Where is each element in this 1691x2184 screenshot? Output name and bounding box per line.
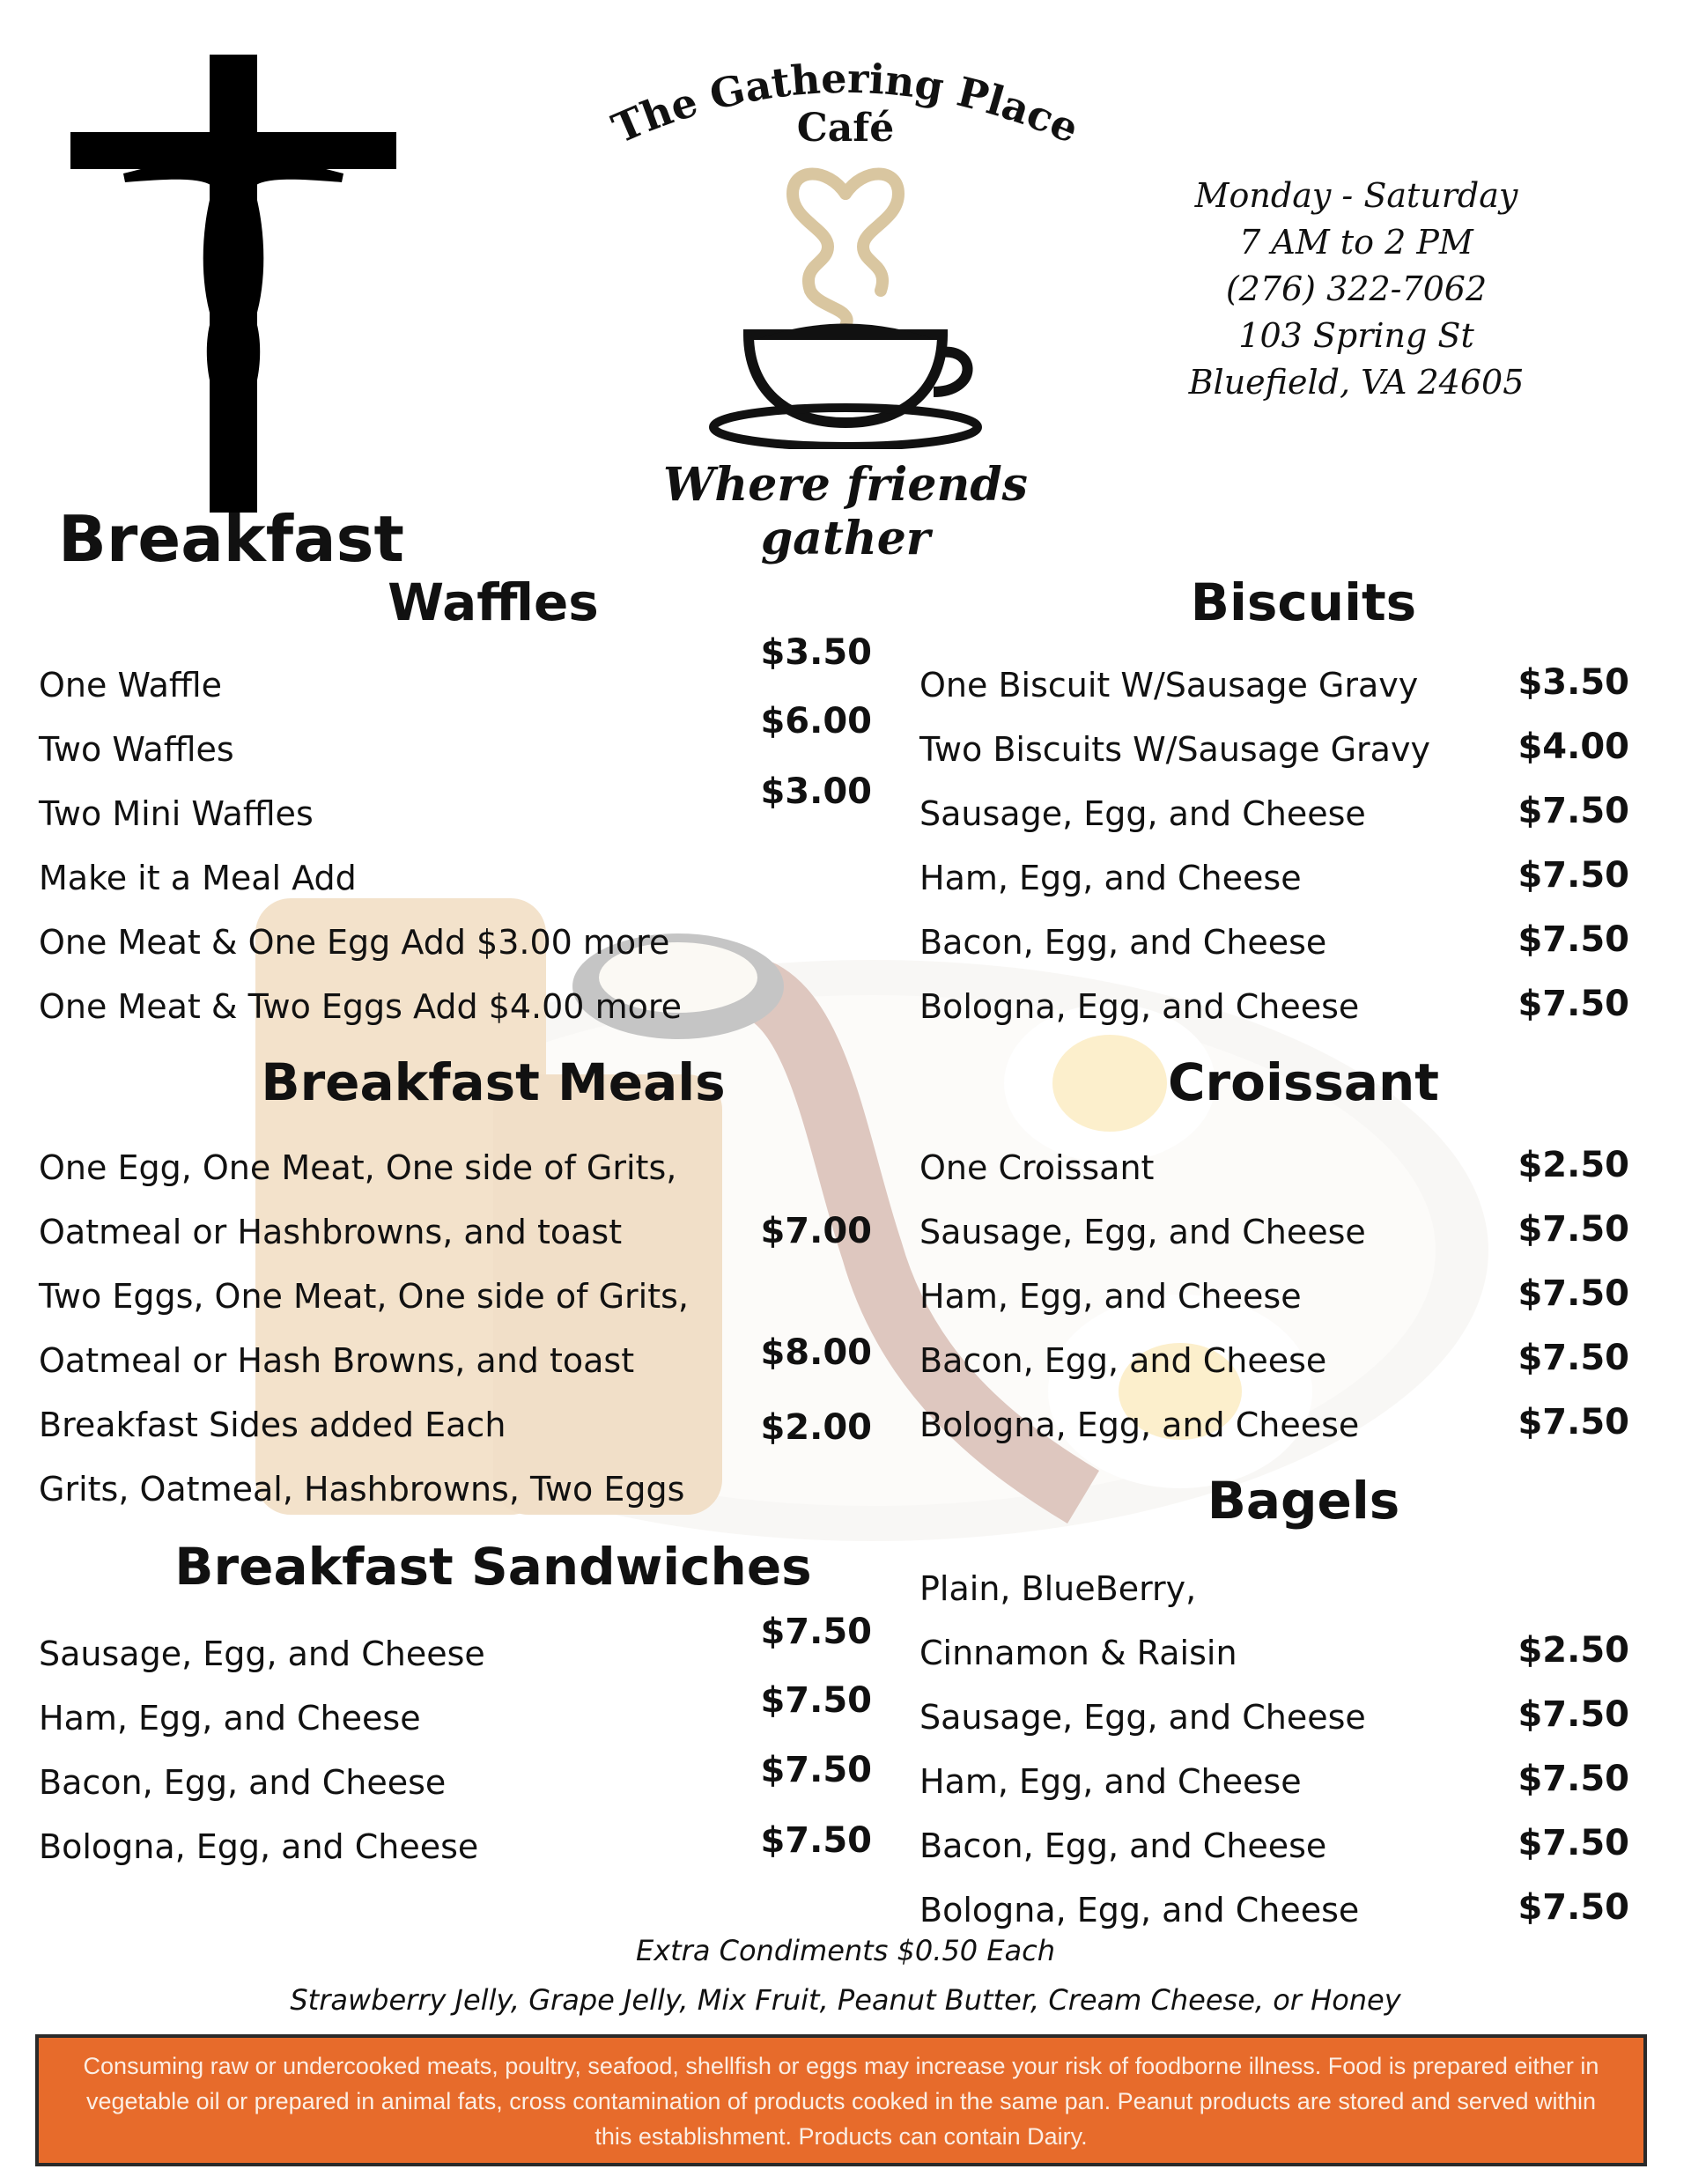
coffee-cup-icon (705, 159, 986, 449)
menu-price: $7.50 (760, 1750, 872, 1790)
menu-price: $7.50 (760, 1820, 872, 1861)
section-title-breakfast-meals: Breakfast Meals (261, 1052, 726, 1112)
menu-item: Oatmeal or Hashbrowns, and toast (39, 1213, 623, 1251)
menu-price: $3.50 (1517, 662, 1629, 703)
page-title: Breakfast (58, 502, 404, 576)
street-address: 103 Spring St (1238, 316, 1474, 355)
menu-item: Sausage, Egg, and Cheese (39, 1634, 485, 1673)
menu-item: One Egg, One Meat, One side of Grits, (39, 1148, 677, 1187)
menu-price: $3.00 (760, 771, 872, 812)
menu-price: $2.50 (1517, 1630, 1629, 1671)
hours-days: Monday - Saturday (1194, 176, 1518, 215)
menu-price: $7.50 (1517, 1887, 1629, 1928)
menu-item: Ham, Egg, and Cheese (39, 1699, 421, 1738)
section-title-breakfast-sandwiches: Breakfast Sandwiches (174, 1537, 812, 1597)
menu-price: $7.50 (760, 1680, 872, 1721)
menu-item: Bologna, Egg, and Cheese (919, 987, 1360, 1026)
tagline: Where friends gather (663, 458, 1028, 565)
hours-time: 7 AM to 2 PM (1239, 223, 1473, 262)
menu-price: $7.50 (1517, 855, 1629, 896)
section-title-waffles: Waffles (388, 572, 599, 632)
menu-item: Bacon, Egg, and Cheese (919, 1341, 1327, 1380)
cafe-name-line2: Café (796, 106, 895, 151)
menu-item: Cinnamon & Raisin (919, 1634, 1237, 1672)
menu-item: Two Biscuits W/Sausage Gravy (919, 730, 1430, 769)
menu-item: Bacon, Egg, and Cheese (919, 1826, 1327, 1865)
menu-price: $7.50 (1517, 919, 1629, 960)
menu-item: Bologna, Egg, and Cheese (919, 1406, 1360, 1444)
city-address: Bluefield, VA 24605 (1188, 363, 1525, 402)
hours-contact-block (1136, 173, 1577, 406)
menu-price: $8.00 (760, 1332, 872, 1373)
phone-number: (276) 322-7062 (1225, 269, 1488, 308)
menu-item: Sausage, Egg, and Cheese (919, 1213, 1366, 1251)
menu-item: One Waffle (39, 666, 222, 705)
menu-item: Breakfast Sides added Each (39, 1406, 506, 1444)
menu-price: $2.50 (1517, 1145, 1629, 1185)
section-title-croissant: Croissant (1167, 1052, 1440, 1112)
menu-item: One Meat & One Egg Add $3.00 more (39, 923, 670, 962)
menu-price: $7.50 (1517, 1823, 1629, 1863)
menu-price: $7.50 (1517, 1694, 1629, 1735)
crucifix-icon (70, 55, 396, 513)
menu-item: Two Mini Waffles (39, 794, 314, 833)
menu-item: Ham, Egg, and Cheese (919, 1277, 1302, 1316)
menu-item: Bologna, Egg, and Cheese (919, 1891, 1360, 1929)
menu-price: $7.50 (1517, 1759, 1629, 1799)
menu-item: Two Waffles (39, 730, 234, 769)
menu-item: Bacon, Egg, and Cheese (919, 923, 1327, 962)
svg-text:The Gathering Place: The Gathering Place (605, 54, 1086, 153)
menu-price: $7.50 (760, 1612, 872, 1652)
menu-item: One Biscuit W/Sausage Gravy (919, 666, 1419, 705)
menu-price: $7.00 (760, 1211, 872, 1251)
menu-item: Plain, BlueBerry, (919, 1569, 1197, 1608)
menu-price: $7.50 (1517, 1209, 1629, 1250)
menu-price: $7.50 (1517, 984, 1629, 1024)
menu-item: Oatmeal or Hash Browns, and toast (39, 1341, 635, 1380)
menu-item: Two Eggs, One Meat, One side of Grits, (39, 1277, 689, 1316)
allergen-warning-box: Consuming raw or undercooked meats, poultry, seafood, shellfish or eggs may increase your risk of foodborne illness. Food is prepared either in vegetable oil or prepared in animal fats, cross contamination of products cooked in the same pan. Peanut products are stored and served within this establishment. Products can contain Dairy. (35, 2034, 1647, 2166)
menu-price: $6.00 (760, 701, 872, 742)
menu-item: Bologna, Egg, and Cheese (39, 1827, 479, 1866)
menu-item: Sausage, Egg, and Cheese (919, 794, 1366, 833)
menu-item: Bacon, Egg, and Cheese (39, 1763, 447, 1802)
menu-item: Grits, Oatmeal, Hashbrowns, Two Eggs (39, 1470, 685, 1509)
menu-item: Sausage, Egg, and Cheese (919, 1698, 1366, 1737)
menu-price: $7.50 (1517, 1402, 1629, 1442)
menu-item: Make it a Meal Add (39, 859, 357, 897)
menu-item: Ham, Egg, and Cheese (919, 859, 1302, 897)
menu-price: $2.00 (760, 1407, 872, 1448)
menu-price: $4.00 (1517, 727, 1629, 767)
section-title-bagels: Bagels (1207, 1471, 1400, 1531)
menu-item: Ham, Egg, and Cheese (919, 1762, 1302, 1801)
menu-price: $7.50 (1517, 791, 1629, 831)
condiments-list: Strawberry Jelly, Grape Jelly, Mix Fruit, Peanut Butter, Cream Cheese, or Honey (290, 1983, 1401, 2017)
menu-price: $7.50 (1517, 1273, 1629, 1314)
section-title-biscuits: Biscuits (1190, 572, 1417, 632)
menu-price: $7.50 (1517, 1338, 1629, 1378)
menu-item: One Croissant (919, 1148, 1155, 1187)
menu-price: $3.50 (760, 632, 872, 673)
menu-item: One Meat & Two Eggs Add $4.00 more (39, 987, 682, 1026)
condiments-label: Extra Condiments $0.50 Each (635, 1934, 1056, 1967)
